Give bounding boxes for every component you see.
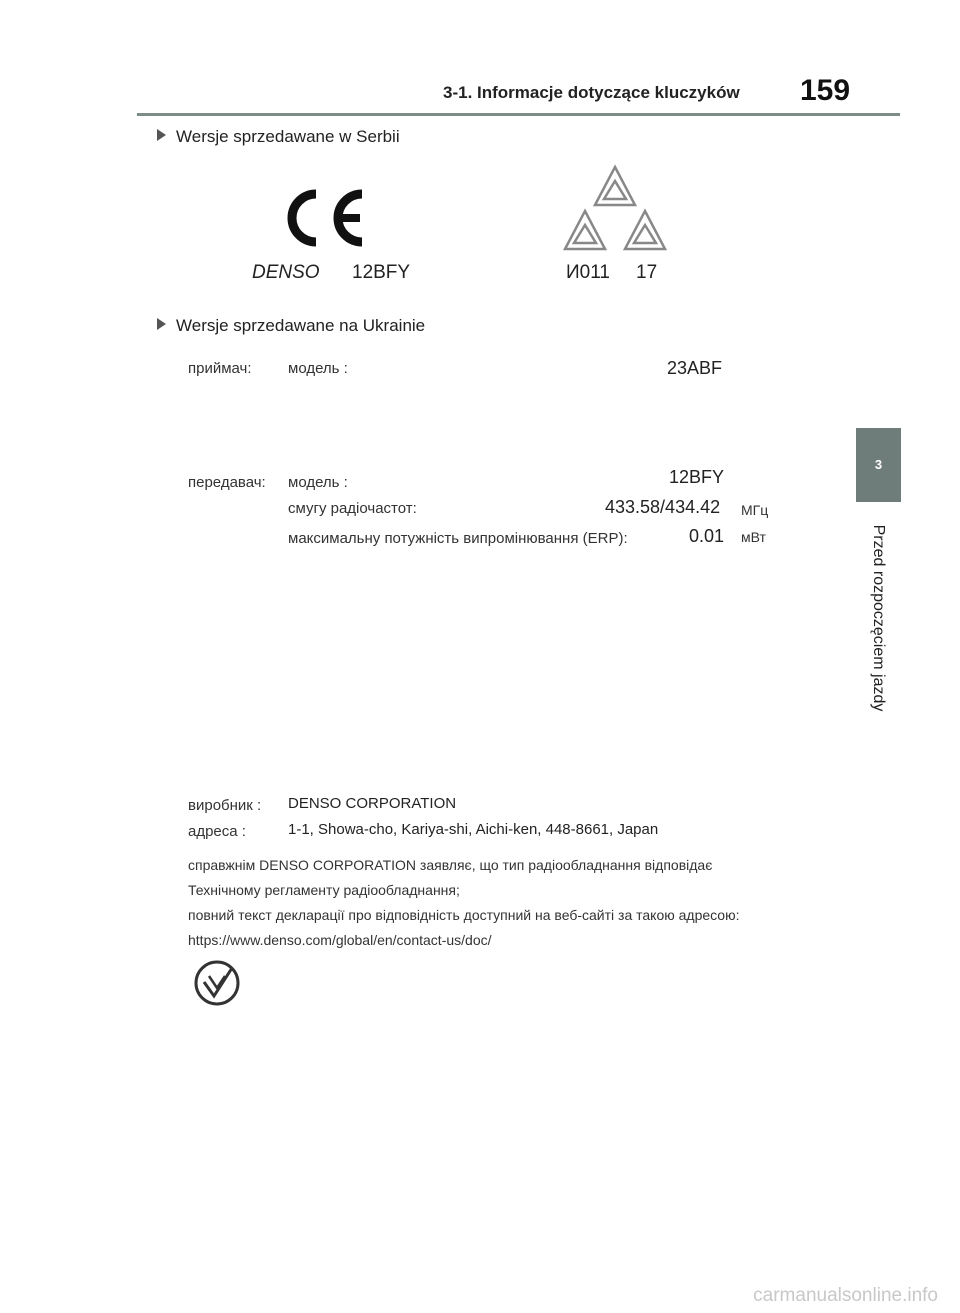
- ukrainian-conformity-mark-icon: [192, 958, 242, 1008]
- power-value: 0.01: [689, 526, 725, 546]
- receiver-model-label: модель :: [288, 360, 348, 377]
- serbia-model: 12BFY: [352, 262, 411, 283]
- receiver-label: приймач:: [188, 360, 252, 377]
- brand-label: DENSO: [252, 262, 320, 283]
- power-label: максимальну потужність випромінювання (ERP):: [288, 530, 628, 547]
- address-label: адреса :: [188, 823, 246, 840]
- chapter-tab: 3: [856, 428, 901, 502]
- power-unit: мВт: [741, 529, 766, 545]
- declaration-line: Технічному регламенту радіообладнання;: [188, 882, 460, 898]
- declaration-url: https://www.denso.com/global/en/contact-us/doc/: [188, 932, 492, 948]
- bullet-triangle-icon: [157, 318, 166, 330]
- header-divider: [137, 113, 900, 116]
- declaration-line: повний текст декларації про відповідність доступний на веб-сайті за такою адресою:: [188, 907, 740, 923]
- section-title: 3-1. Informacje dotyczące kluczyków: [443, 83, 740, 102]
- cert-year: 17: [636, 262, 658, 283]
- ce-mark-icon: [282, 188, 366, 248]
- receiver-model-value: 23ABF: [667, 358, 723, 378]
- transmitter-model-label: модель :: [288, 474, 348, 491]
- manufacturer-label: виробник :: [188, 797, 262, 814]
- declaration-line: справжнім DENSO CORPORATION заявляє, що тип радіообладнання відповідає: [188, 857, 713, 873]
- bullet-triangle-icon: [157, 129, 166, 141]
- band-value: 433.58/434.42: [605, 497, 721, 517]
- manufacturer-value: DENSO CORPORATION: [288, 795, 457, 812]
- transmitter-label: передавач:: [188, 474, 266, 491]
- ukraine-heading: Wersje sprzedawane na Ukrainie: [157, 316, 425, 336]
- serbia-heading: Wersje sprzedawane w Serbii: [157, 127, 400, 147]
- band-unit: МГц: [741, 502, 769, 518]
- page-number: 159: [800, 74, 851, 107]
- transmitter-model-value: 12BFY: [669, 467, 725, 487]
- band-label: смугу радіочастот:: [288, 500, 417, 517]
- serbian-conformity-triangles-icon: [563, 163, 667, 255]
- chapter-title: Przed rozpoczęciem jazdy: [870, 524, 887, 712]
- cert-number: И011: [566, 262, 610, 283]
- address-value: 1-1, Showa-cho, Kariya-shi, Aichi-ken, 448-8661, Japan: [288, 821, 659, 838]
- watermark: carmanualsonline.info: [753, 1285, 938, 1306]
